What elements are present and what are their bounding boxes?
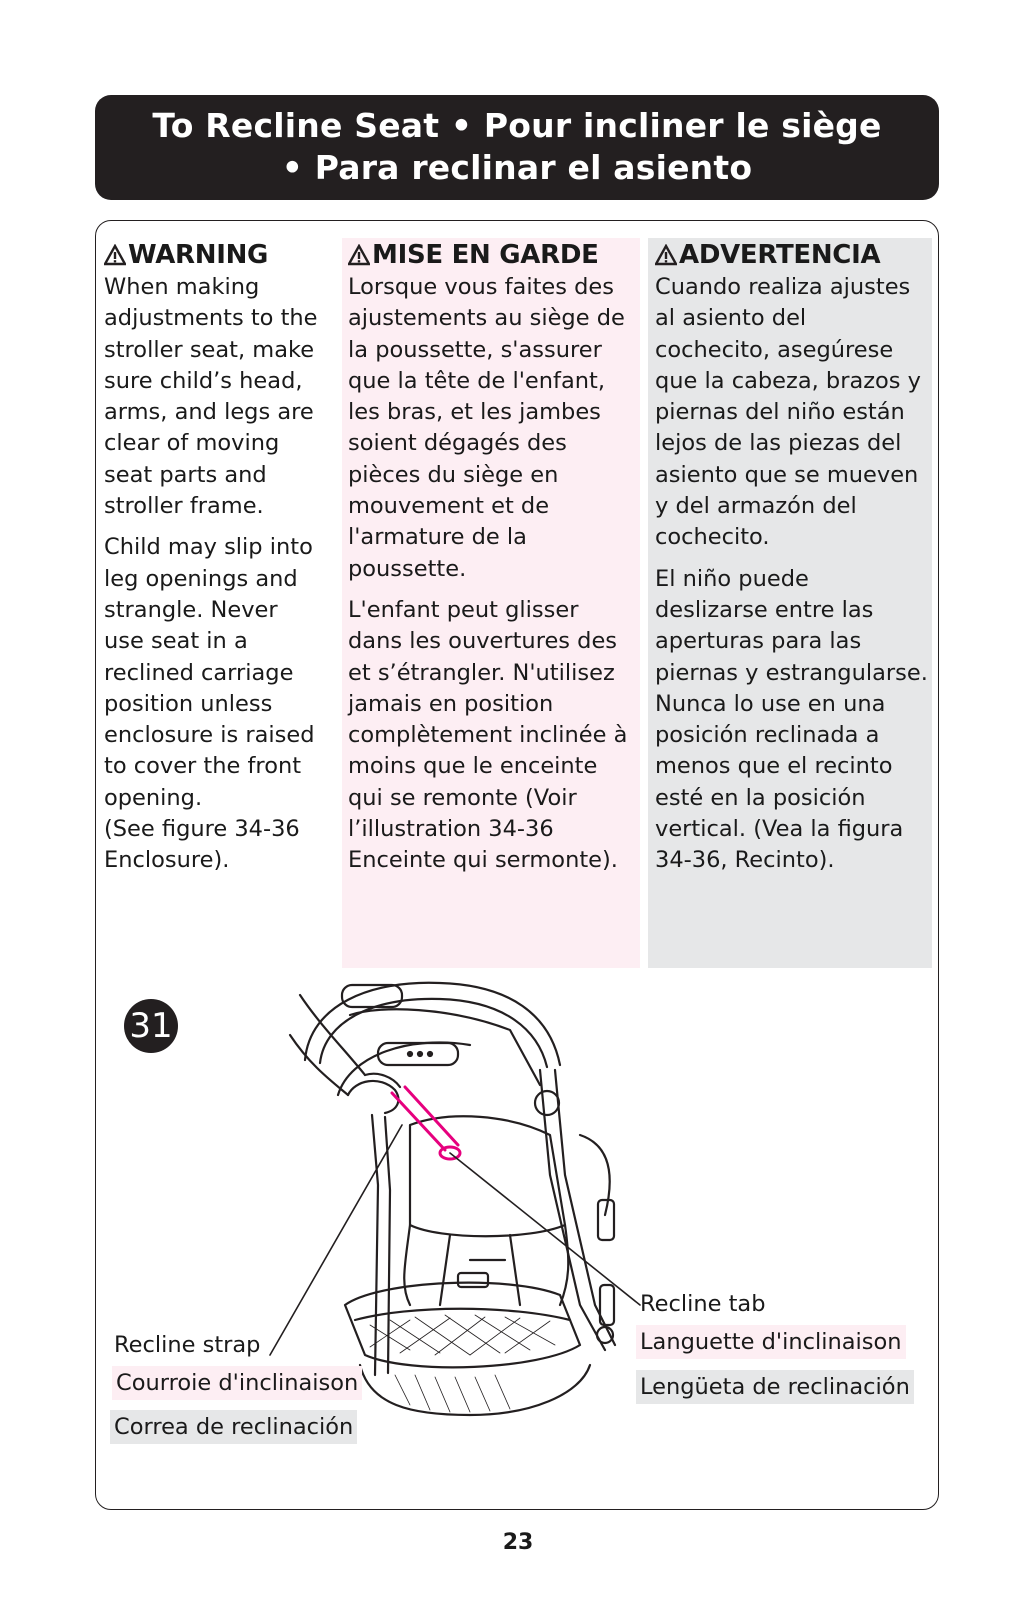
page-number: 23 [502, 1530, 534, 1555]
text-line: Enceinte qui sermonte). [348, 847, 618, 874]
warning-heading-fr [348, 238, 640, 272]
text-line: opening. [104, 784, 203, 811]
text-line: cochecito. [655, 524, 770, 551]
text-line: ajustements au siège de [348, 305, 625, 332]
text-line: to cover the front [104, 753, 302, 780]
text-line: que la cabeza, brazos y [655, 367, 922, 394]
text-line: reclined carriage [104, 659, 294, 686]
text-line: deslizarse entre las [655, 596, 874, 623]
text-line: aperturas para las [655, 628, 862, 655]
section-title-line-2: • Para reclinar el asiento [281, 148, 753, 187]
text-line: piernas del niño están [655, 399, 905, 426]
label-recline-tab-es: Lengüeta de reclinación [636, 1370, 914, 1404]
text-line: mouvement et de [348, 493, 550, 520]
warning-triangle-icon [655, 244, 677, 266]
warning-paragraph-fr-2 [348, 595, 640, 877]
text-line: l'armature de la [348, 524, 527, 551]
text-line: use seat in a [104, 628, 248, 655]
warning-heading-en [104, 238, 334, 272]
text-line: menos que el recinto [655, 753, 893, 780]
text-line: clear of moving [104, 430, 280, 457]
text-line: l’illustration 34-36 [348, 816, 554, 843]
text-line: arms, and legs are [104, 399, 314, 426]
text-line: jamais en position [348, 690, 554, 717]
label-recline-tab-fr: Languette d'inclinaison [636, 1325, 906, 1359]
text-line: piernas y estrangularse. [655, 659, 928, 686]
warning-triangle-icon [348, 244, 370, 266]
text-line: L'enfant peut glisser [348, 596, 579, 623]
text-line: position unless [104, 690, 273, 717]
text-line: qui se remonte (Voir [348, 784, 577, 811]
text-line: enclosure is raised [104, 722, 315, 749]
text-line: les bras, et les jambes [348, 399, 601, 426]
text-line: adjustments to the [104, 305, 318, 332]
text-line: Enclosure). [104, 847, 230, 874]
text-line: moins que le enceinte [348, 753, 598, 780]
warning-heading-es [655, 238, 932, 272]
text-line: vertical. (Vea la figura [655, 816, 904, 843]
text-line: y del armazón del [655, 493, 857, 520]
text-line: et s’étrangler. N'utilisez [348, 659, 615, 686]
text-line: stroller frame. [104, 493, 264, 520]
warning-column-es [648, 238, 932, 968]
warning-paragraph-es-2 [655, 564, 932, 877]
text-line: pièces du siège en [348, 461, 559, 488]
text-line: Cuando realiza ajustes [655, 274, 911, 300]
text-line: complètement inclinée à [348, 722, 628, 749]
text-line: asiento que se mueven [655, 461, 919, 488]
text-line: When making [104, 274, 260, 300]
text-line: lejos de las piezas del [655, 430, 902, 457]
warning-column-fr [342, 238, 640, 968]
warning-paragraph-en-2 [104, 532, 334, 876]
text-line: 34-36, Recinto). [655, 847, 835, 874]
warning-paragraph-fr-1 [348, 272, 640, 585]
text-line: poussette. [348, 555, 467, 582]
text-line: dans les ouvertures des [348, 628, 618, 655]
label-recline-strap-es: Correa de reclinación [110, 1410, 357, 1444]
text-line: stroller seat, make [104, 336, 315, 363]
text-line: leg openings and [104, 565, 298, 592]
figure-number-badge: 31 [124, 999, 178, 1053]
text-line: que la tête de l'enfant, [348, 367, 605, 394]
text-line: seat parts and [104, 461, 267, 488]
text-line: cochecito, asegúrese [655, 336, 894, 363]
warning-triangle-icon [104, 244, 126, 266]
text-line: sure child’s head, [104, 367, 303, 394]
text-line: posición reclinada a [655, 722, 880, 749]
warning-heading-text-es: ADVERTENCIA [679, 240, 881, 270]
label-recline-tab-en: Recline tab [640, 1291, 766, 1317]
text-line: Lorsque vous faites des [348, 274, 614, 300]
section-title-bar [95, 95, 939, 200]
text-line: Nunca lo use en una [655, 690, 886, 717]
warning-heading-text-en: WARNING [128, 240, 269, 270]
text-line: soient dégagés des [348, 430, 567, 457]
warning-paragraph-en-1 [104, 272, 334, 522]
text-line: Child may slip into [104, 534, 313, 561]
text-line: la poussette, s'assurer [348, 336, 602, 363]
warning-column-en [104, 238, 334, 887]
text-line: al asiento del [655, 305, 807, 332]
text-line: El niño puede [655, 565, 809, 592]
text-line: strangle. Never [104, 596, 278, 623]
label-recline-strap-en: Recline strap [114, 1332, 261, 1358]
text-line: (See figure 34-36 [104, 816, 300, 843]
text-line: esté en la posición [655, 784, 866, 811]
label-recline-strap-fr: Courroie d'inclinaison [112, 1366, 362, 1400]
section-title-line-1: To Recline Seat • Pour incliner le siège [152, 106, 882, 145]
warning-paragraph-es-1 [655, 272, 932, 554]
warning-heading-text-fr: MISE EN GARDE [372, 240, 599, 270]
